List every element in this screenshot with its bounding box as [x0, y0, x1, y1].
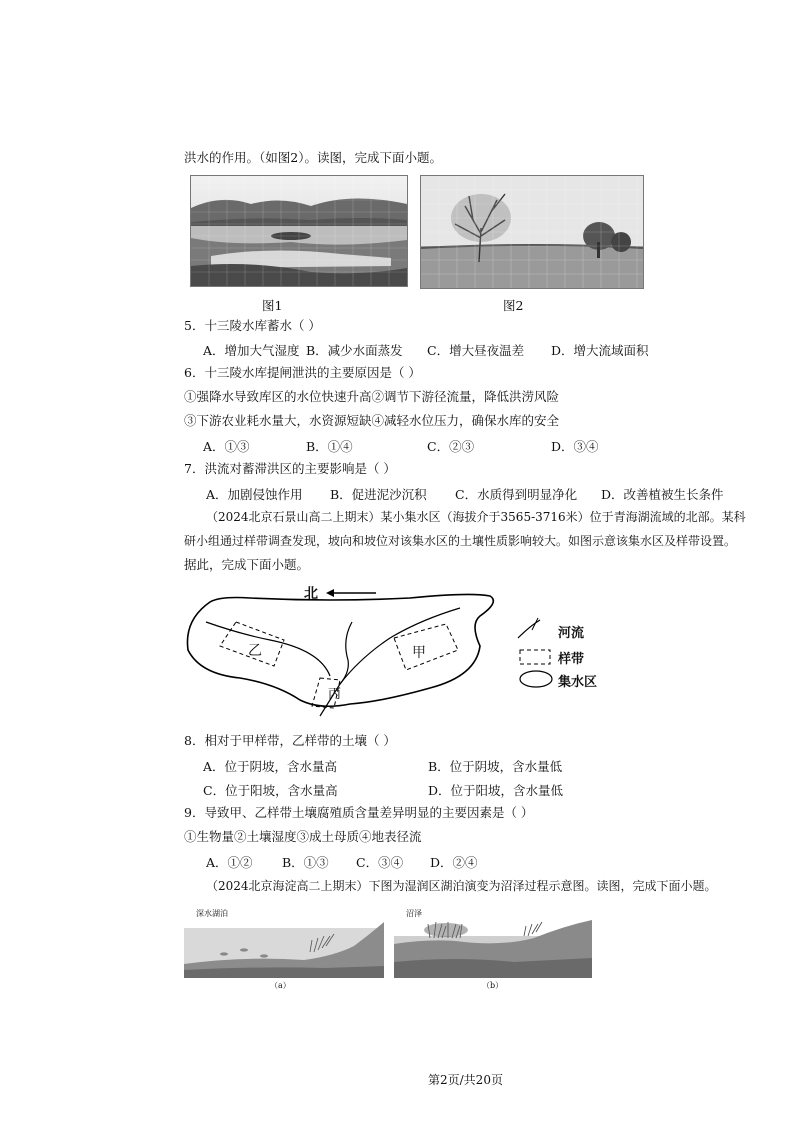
q7-option-b: B．促进泥沙沉积: [330, 487, 427, 502]
q9-option-b: B．①③: [282, 855, 329, 870]
q6-option-c: C．②③: [427, 439, 475, 454]
passage2-line3: 据此，完成下面小题。: [184, 557, 310, 572]
q6-statements-1: ①强降水导致库区的水位快速升高②调节下游径流量，降低洪涝风险: [184, 389, 560, 404]
flood-area-photo: [420, 175, 644, 289]
passage2-line2: 研小组通过样带调查发现，坡向和坡位对该集水区的土壤性质影响较大。如图示意该集水区及样带设置。: [184, 534, 737, 548]
q6-option-a: A．①③: [203, 439, 250, 454]
q7-stem: 7．洪流对蓄滞洪区的主要影响是（ ）: [184, 461, 396, 476]
watershed-map: [180, 580, 640, 720]
strip-bing-label: 丙: [328, 687, 342, 702]
strip-yi-label: 乙: [248, 643, 262, 659]
q9-statements: ①生物量②土壤湿度③成土母质④地表径流: [184, 829, 422, 844]
reservoir-photo: [190, 175, 408, 287]
passage3-line1: （2024北京海淀高二上期末）下图为湿润区湖泊演变为沼泽过程示意图。读图，完成下面小题。: [206, 879, 717, 893]
q9-option-d: D．②④: [430, 855, 478, 870]
q8-option-d: D．位于阳坡，含水量低: [428, 783, 564, 798]
q8-option-c: C．位于阳坡，含水量高: [203, 783, 338, 798]
marsh-diagram: [394, 906, 592, 994]
q7-option-a: A．加剧侵蚀作用: [206, 487, 303, 502]
fig-b-caption: （b）: [482, 981, 504, 990]
strip-jia-label: 甲: [412, 645, 426, 661]
marsh-label: 沼泽: [406, 909, 422, 918]
q9-option-c: C．③④: [356, 855, 404, 870]
q5-option-a: A．增加大气湿度: [203, 343, 300, 358]
q5-option-d: D．增大流域面积: [551, 343, 649, 358]
intro-text: 洪水的作用。（如图2）。读图，完成下面小题。: [184, 150, 442, 165]
q6-option-b: B．①④: [306, 439, 353, 454]
deep-lake-diagram: [184, 906, 384, 994]
q5-stem: 5．十三陵水库蓄水（ ）: [184, 318, 321, 333]
q5-option-c: C．增大昼夜温差: [427, 343, 525, 358]
passage2-line1: （2024北京石景山高二上期末）某小集水区（海拔介于3565-3716米）位于青海湖流域的北部。某科: [206, 510, 746, 524]
fig1-caption: 图1: [262, 298, 283, 313]
q6-option-d: D．③④: [551, 439, 599, 454]
fig2-caption: 图2: [503, 298, 524, 313]
q9-stem: 9．导致甲、乙样带土壤腐殖质含量差异明显的主要因素是（ ）: [184, 805, 534, 820]
q5-option-b: B．减少水面蒸发: [306, 343, 403, 358]
q7-option-c: C．水质得到明显净化: [455, 487, 578, 502]
q8-stem: 8．相对于甲样带，乙样带的土壤（ ）: [184, 733, 396, 748]
fig-a-caption: （a）: [270, 981, 291, 990]
north-label: 北: [304, 586, 318, 602]
q9-option-a: A．①②: [206, 855, 253, 870]
deep-lake-label: 深水湖泊: [196, 909, 228, 918]
legend-strip: 样带: [558, 652, 585, 667]
legend-river: 河流: [558, 626, 585, 641]
legend-watershed: 集水区: [558, 675, 598, 690]
q7-option-d: D．改善植被生长条件: [601, 487, 724, 502]
q8-option-a: A．位于阴坡，含水量高: [203, 759, 338, 774]
page-number: 第2页/共20页: [428, 1073, 503, 1087]
q8-option-b: B．位于阴坡，含水量低: [428, 759, 563, 774]
q6-stem: 6．十三陵水库提闸泄洪的主要原因是（ ）: [184, 365, 421, 380]
q6-statements-2: ③下游农业耗水量大，水资源短缺④减轻水位压力，确保水库的安全: [184, 413, 560, 428]
